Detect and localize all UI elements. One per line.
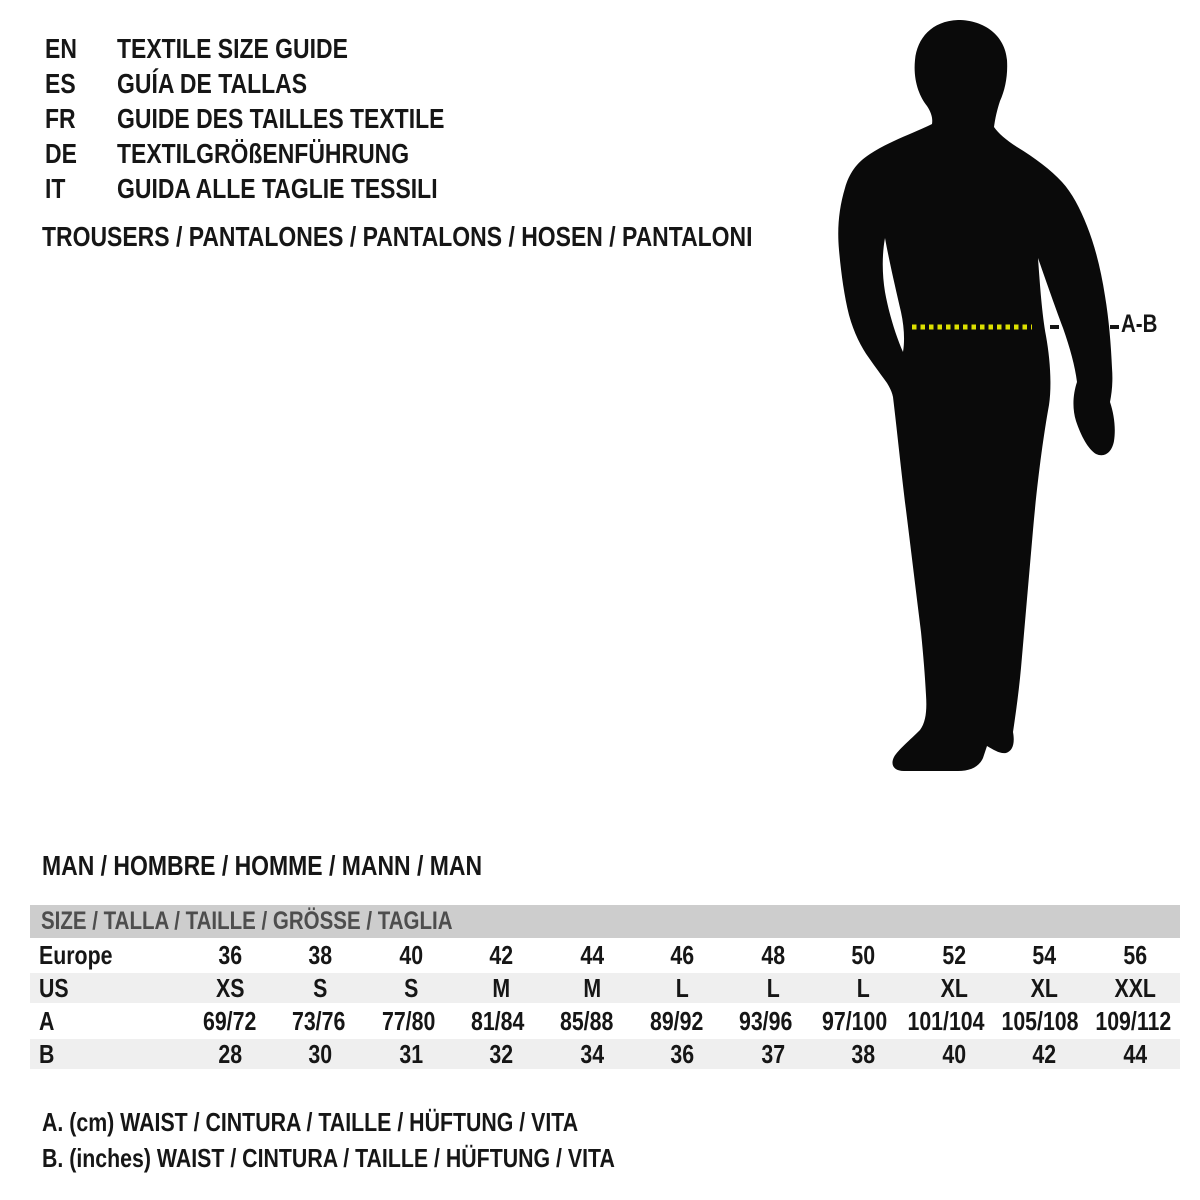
size-cell: 32 [489, 1039, 514, 1069]
man-silhouette [838, 20, 1115, 771]
garment-title: TROUSERS / PANTALONES / PANTALONS / HOSEN / PANTALONI [42, 221, 753, 252]
size-cell: 36 [670, 1039, 695, 1069]
lang-code: EN [45, 32, 77, 64]
size-cell: 44 [580, 940, 604, 970]
size-cell: 38 [308, 940, 333, 970]
size-cell: M [492, 973, 511, 1003]
size-cell: L [856, 973, 870, 1003]
lang-row-en [45, 31, 516, 66]
waist-measure-label: A-B [1121, 310, 1158, 338]
lang-title: GUIDA ALLE TAGLIE TESSILI [117, 172, 438, 204]
size-cell: 31 [399, 1039, 423, 1069]
size-cell: 37 [761, 1039, 785, 1069]
size-cell: 56 [1122, 940, 1147, 970]
row-label: A [39, 1005, 55, 1036]
size-cell: 89/92 [649, 1005, 703, 1036]
size-cell: 42 [489, 940, 514, 970]
lang-title: GUIDE DES TAILLES TEXTILE [117, 102, 445, 134]
lang-code: FR [45, 102, 76, 134]
row-label: Europe [39, 940, 113, 970]
lang-row-it [45, 171, 516, 206]
size-table-header [30, 905, 1180, 938]
size-cell: 109/112 [1095, 1005, 1172, 1036]
lang-row-de [45, 136, 516, 171]
section-title: MAN / HOMBRE / HOMME / MANN / MAN [42, 850, 483, 881]
size-table [30, 905, 1180, 1069]
size-cell: S [313, 973, 328, 1003]
lang-title: TEXTILGRÖßENFÜHRUNG [117, 137, 410, 169]
lang-code: IT [45, 172, 66, 204]
size-cell: 34 [580, 1039, 604, 1069]
size-cell: 44 [1122, 1039, 1147, 1069]
lang-title: TEXTILE SIZE GUIDE [117, 32, 348, 64]
lang-code: ES [45, 67, 76, 99]
size-cell: 46 [670, 940, 695, 970]
size-cell: M [583, 973, 601, 1003]
table-row-us [30, 973, 1180, 1003]
row-label: B [39, 1039, 55, 1069]
table-row-europe [30, 938, 1180, 973]
size-cell: 36 [218, 940, 243, 970]
size-cell: 30 [308, 1039, 333, 1069]
size-cell: 42 [1032, 1039, 1057, 1069]
legend-line-a: A. (cm) WAIST / CINTURA / TAILLE / HÜFTUNG / VITA [42, 1107, 579, 1137]
legend-line-b: B. (inches) WAIST / CINTURA / TAILLE / HÜFTUNG / VITA [42, 1143, 615, 1173]
size-cell: S [404, 973, 419, 1003]
size-cell: 40 [941, 1039, 966, 1069]
size-cell: 28 [218, 1039, 243, 1069]
table-row-a-cm [30, 1003, 1180, 1039]
size-cell: 93/96 [738, 1005, 793, 1036]
size-cell: XL [1030, 973, 1058, 1003]
lang-row-fr [45, 101, 516, 136]
table-row-b-inches [30, 1039, 1180, 1069]
size-cell: XS [215, 973, 245, 1003]
size-cell: 48 [761, 940, 785, 970]
size-cell: XL [940, 973, 968, 1003]
size-cell: 52 [941, 940, 966, 970]
lang-row-es [45, 66, 516, 101]
row-label: US [39, 973, 69, 1003]
size-cell: 50 [851, 940, 876, 970]
language-title-list [45, 31, 516, 206]
size-cell: 97/100 [822, 1005, 888, 1036]
lang-title: GUÍA DE TALLAS [117, 67, 308, 99]
size-cell: 85/88 [560, 1005, 614, 1036]
size-cell: 77/80 [381, 1005, 435, 1036]
size-cell: 40 [399, 940, 423, 970]
size-cell: 73/76 [292, 1005, 346, 1036]
size-cell: 54 [1032, 940, 1057, 970]
size-cell: 38 [851, 1039, 876, 1069]
lang-code: DE [45, 137, 77, 169]
size-cell: 81/84 [470, 1005, 525, 1036]
left-armpit-gap [883, 238, 904, 352]
size-cell: L [766, 973, 780, 1003]
size-cell: XXL [1114, 973, 1156, 1003]
size-cell: 69/72 [202, 1005, 257, 1036]
size-cell: 101/104 [907, 1005, 985, 1036]
size-cell: L [675, 973, 690, 1003]
size-table-header-label: SIZE / TALLA / TAILLE / GRÖSSE / TAGLIA [41, 907, 453, 935]
size-cell: 105/108 [1001, 1005, 1079, 1036]
